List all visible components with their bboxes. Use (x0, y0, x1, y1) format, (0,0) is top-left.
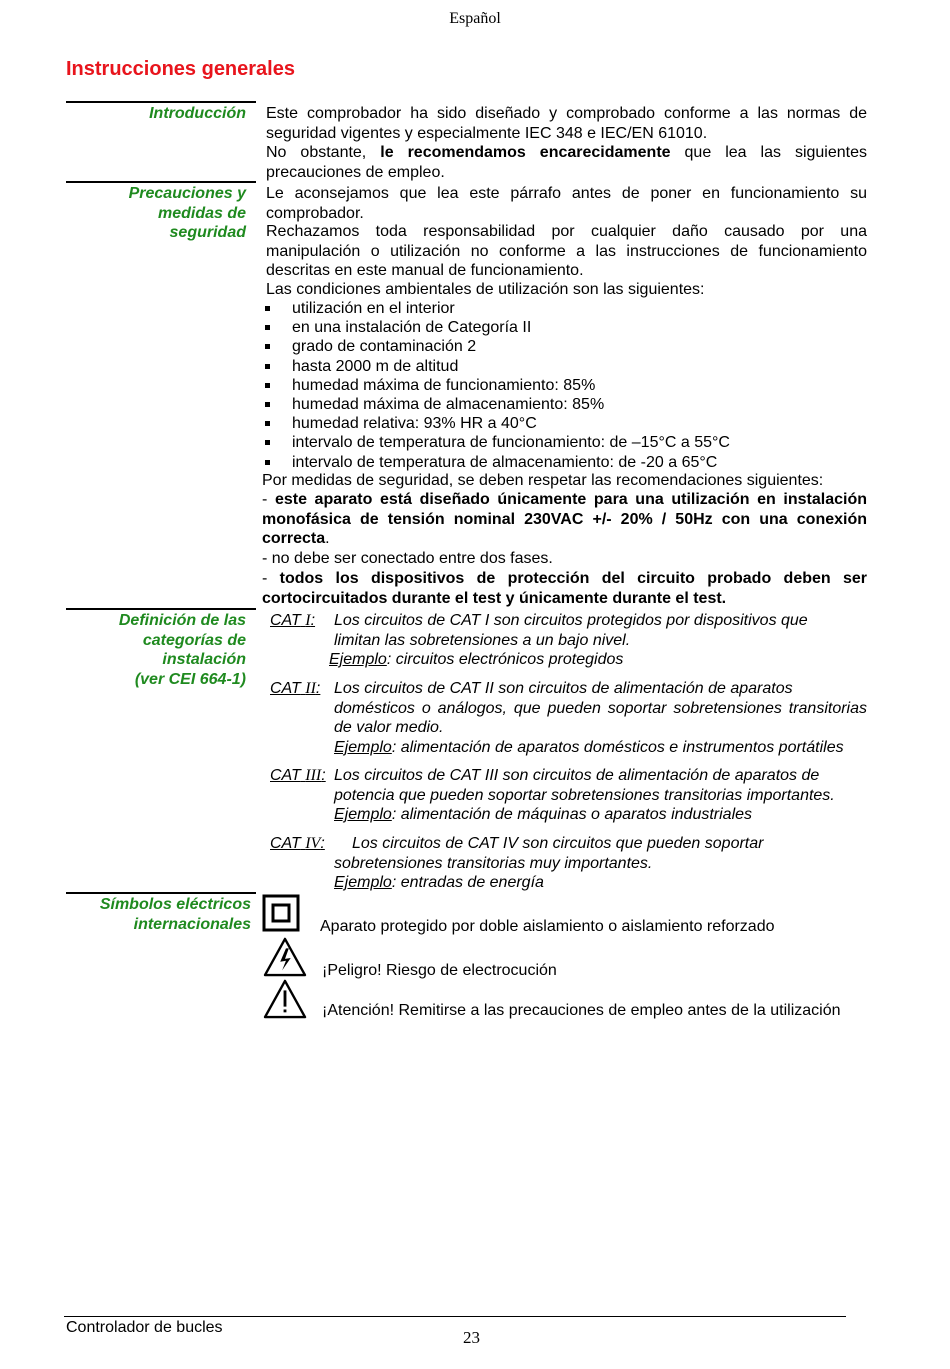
list-item: humedad máxima de almacenamiento: 85% (262, 395, 867, 414)
recommendation-2: - no debe ser conectado entre dos fases. (262, 550, 553, 567)
intro-paragraph-1: Este comprobador ha sido diseñado y comprobado conforme a las normas de seguridad vigentes y especialmente IEC 348 e IEC/EN 61010. (266, 105, 867, 142)
precautions-paragraph-4: Por medidas de seguridad, se deben respetar las recomendaciones siguientes: (262, 472, 824, 489)
intro-paragraph-2: No obstante, le recomendamos encarecidamente que lea las siguientes precauciones de empleo. (266, 144, 868, 181)
section-divider (66, 101, 256, 103)
section-label-categories: Definición de las categorías de instalación (ver CEI 664-1) (118, 612, 246, 688)
symbol-text-electric-shock: ¡Peligro! Riesgo de electrocución (322, 962, 557, 979)
symbol-text-caution: ¡Atención! Remitirse a las precauciones de empleo antes de la utilización (322, 1002, 841, 1019)
list-item: intervalo de temperatura de almacenamiento: de -20 a 65°C (262, 453, 867, 472)
section-divider (66, 608, 256, 610)
precautions-paragraph-2: Rechazamos toda responsabilidad por cualquier daño causado por una manipulación o utilización no conforme a las instrucciones de funcionamiento descritas en este manual de funcionamiento. (266, 223, 867, 279)
list-item: utilización en el interior (262, 299, 867, 318)
precautions-paragraph-1: Le aconsejamos que lea este párrafo antes de poner en funcionamiento su comprobador. (266, 185, 867, 222)
list-item: humedad relativa: 93% HR a 40°C (262, 414, 867, 433)
section-label-intro: Introducción (149, 105, 246, 122)
category-cat-iii: CAT III: Los circuitos de CAT III son circuitos de alimentación de aparatos de potencia que pueden soportar sobretensiones transitorias importantes. Ejemplo: alimentación de máquinas o aparatos industriales (270, 767, 835, 823)
recommendation-1: - este aparato está diseñado únicamente para una utilización en instalación monofásica de tensión nominal 230VAC +/- 20% / 50Hz con una conexión correcta. (262, 491, 868, 547)
page-number: 23 (463, 1328, 480, 1347)
list-item: en una instalación de Categoría II (262, 318, 867, 337)
electric-shock-warning-icon (262, 937, 308, 977)
section-label-precautions: Precauciones y medidas de seguridad (128, 185, 246, 241)
recommendation-3: - todos los dispositivos de protección del circuito probado deben ser cortocircuitados durante el test y únicamente durante el test. (262, 570, 867, 607)
list-item: intervalo de temperatura de funcionamiento: de –15°C a 55°C (262, 433, 867, 452)
header-language: Español (449, 10, 501, 27)
caution-warning-icon (262, 979, 308, 1019)
footer-divider (64, 1316, 846, 1317)
page-title: Instrucciones generales (66, 58, 295, 80)
category-cat-i: CAT I: Los circuitos de CAT I son circuitos protegidos por dispositivos que limitan las sobretensiones a un bajo nivel. Ejemplo: circuitos electrónicos protegidos (270, 612, 808, 668)
precautions-paragraph-3: Las condiciones ambientales de utilización son las siguientes: (266, 281, 705, 298)
section-divider (66, 892, 256, 894)
section-label-symbols: Símbolos eléctricos internacionales (99, 896, 251, 933)
footer-document-name: Controlador de bucles (66, 1319, 223, 1336)
list-item: grado de contaminación 2 (262, 337, 867, 356)
list-item: hasta 2000 m de altitud (262, 357, 867, 376)
conditions-list (262, 299, 867, 472)
category-cat-iv: CAT IV: Los circuitos de CAT IV son circuitos que pueden soportar sobretensiones transitorias muy importantes. Ejemplo: entradas de energía (270, 835, 764, 891)
symbol-text-double-insulation: Aparato protegido por doble aislamiento o aislamiento reforzado (320, 918, 775, 935)
double-insulation-icon (262, 894, 302, 934)
category-cat-ii: CAT II: Los circuitos de CAT II son circuitos de alimentación de aparatos domésticos o análogos, que pueden soportar sobretensiones transitorias de valor medio. Ejemplo: alimentación de aparatos domésticos e instrumentos portátiles (270, 680, 867, 756)
list-item: humedad máxima de funcionamiento: 85% (262, 376, 867, 395)
section-divider (66, 181, 256, 183)
